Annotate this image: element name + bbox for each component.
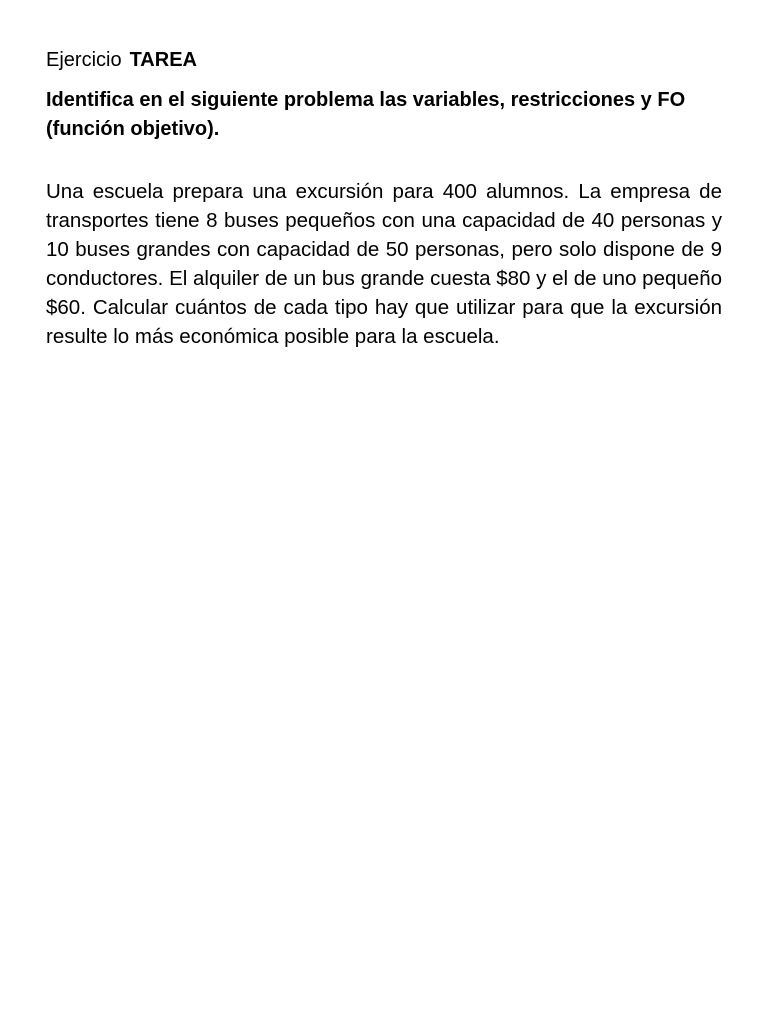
exercise-tag: TAREA bbox=[129, 49, 197, 71]
problem-statement: Una escuela prepara una excursión para 400 alumnos. La empresa de transportes tiene 8 buses pequeños con una capacidad de 40 personas y 10 buses grandes con capacidad de 50 personas, pero solo dispone de 9 conductores. El alquiler de un bus grande cuesta $80 y el de uno pequeño $60. Calcular cuántos de cada tipo hay que utilizar para que la excursión resulte lo más económica posible para la escuela. bbox=[46, 180, 722, 348]
exercise-label: Ejercicio bbox=[46, 49, 122, 71]
instruction-text: Identifica en el siguiente problema las variables, restricciones y FO (función objetivo). bbox=[46, 89, 686, 140]
document-page bbox=[46, 47, 722, 351]
exercise-heading bbox=[46, 47, 722, 73]
